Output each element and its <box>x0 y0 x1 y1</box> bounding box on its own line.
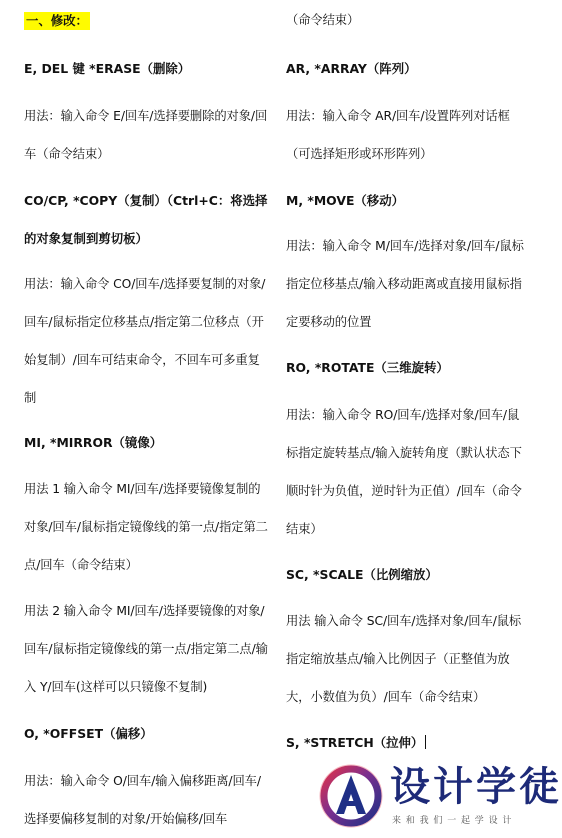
move-usage: 用法：输入命令 M/回车/选择对象/回车/鼠标指定位移基点/输入移动距离或直接用鼠标指定要移动的位置 <box>286 239 524 329</box>
erase-heading: E, DEL 键 *ERASE（删除） <box>24 61 191 76</box>
array-usage: 用法：输入命令 AR/回车/设置阵列对话框（可选择矩形或环形阵列） <box>286 109 510 161</box>
mirror-usage-1: 用法 1 输入命令 MI/回车/选择要镜像复制的对象/回车/鼠标指定镜像线的第一点/指定第二点/回车（命令结束） <box>24 482 268 572</box>
logo-slogan: 来和我们一起学设计 <box>392 816 517 826</box>
stretch-heading <box>286 724 530 762</box>
rotate-heading: RO, *ROTATE（三维旋转） <box>286 360 449 375</box>
mirror-usage-2: 用法 2 输入命令 MI/回车/选择要镜像的对象/回车/鼠标指定镜像线的第一点/指定第二点/输入 Y/回车(这样可以只镜像不复制) <box>24 604 268 694</box>
scale-usage: 用法 输入命令 SC/回车/选择对象/回车/鼠标指定缩放基点/输入比例因子（正整值为放大，小数值为负）/回车（命令结束） <box>286 614 522 704</box>
array-prev-end: （命令结束） <box>286 13 360 27</box>
array-heading: AR, *ARRAY（阵列） <box>286 61 417 76</box>
copy-usage: 用法：输入命令 CO/回车/选择要复制的对象/回车/鼠标指定位移基点/指定第二位移点（开始复制）/回车可结束命令，不回车可多重复制 <box>24 277 266 405</box>
scale-heading: SC, *SCALE（比例缩放） <box>286 567 438 582</box>
erase-usage: 用法：输入命令 E/回车/选择要删除的对象/回车（命令结束） <box>24 109 268 161</box>
logo <box>318 762 562 830</box>
rotate-usage: 用法：输入命令 RO/回车/选择对象/回车/鼠标指定旋转基点/输入旋转角度（默认状态下顺时针为负值，逆时针为正值）/回车（命令结束） <box>286 408 522 536</box>
offset-usage: 用法：输入命令 O/回车/输入偏移距离/回车/选择要偏移复制的对象/开始偏移/回车 <box>24 774 261 826</box>
text-cursor <box>425 735 426 749</box>
copy-heading: CO/CP, *COPY（复制）（Ctrl+C：将选择的对象复制到剪切板） <box>24 193 268 246</box>
logo-mark-icon <box>318 764 384 828</box>
stretch-heading-text: S, *STRETCH（拉伸） <box>286 735 424 750</box>
offset-heading: O, *OFFSET（偏移） <box>24 726 153 741</box>
section-title-highlight: 一、修改： <box>26 13 88 28</box>
logo-title: 设计学徒 <box>390 764 562 810</box>
mirror-heading: MI, *MIRROR（镜像） <box>24 435 163 450</box>
section-title <box>24 2 268 40</box>
move-heading: M, *MOVE（移动） <box>286 193 404 208</box>
